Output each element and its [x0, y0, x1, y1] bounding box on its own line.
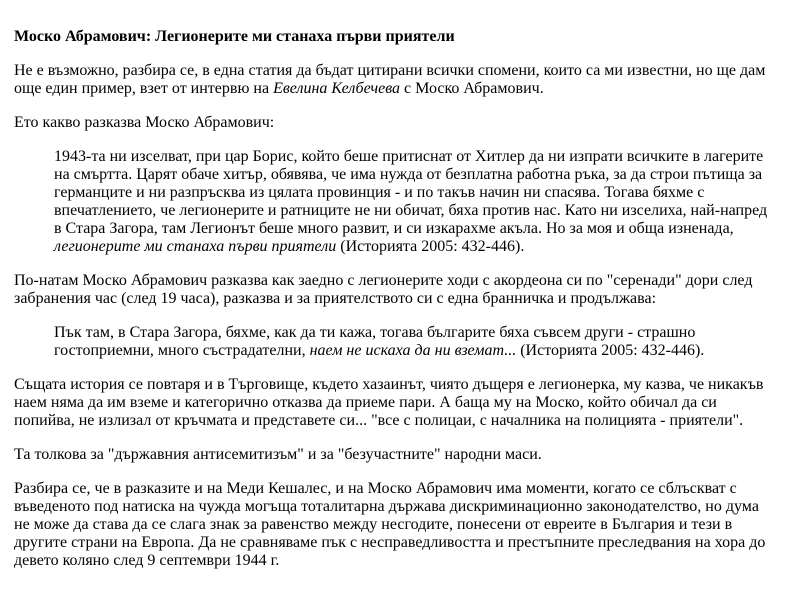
second-quote — [54, 324, 774, 360]
second-quote-text: Пък там, в Стара Загора, бяхме, как да ти кажа, тогава българите бяха съвсем други - страшно гостоприемни, много състрадателни, — [54, 324, 696, 359]
second-quote-citation: (Историята 2005: 432-446). — [516, 342, 705, 359]
interviewer-name: Евелина Келбечева — [273, 80, 401, 97]
quote-intro-paragraph: Ето какво разказва Моско Абрамович: — [14, 114, 275, 131]
intro-paragraph — [14, 62, 774, 98]
section-heading: Моско Абрамович: Легионерите ми станаха първи приятели — [14, 28, 455, 45]
targovishte-paragraph: Същата история се повтаря и в Търговище, където хазаинът, чиято дъщеря е легионерка, му казва, че никакъв наем няма да им вземе и категорично отказва да приеме пари. А баща му на Моско, който обичал да си попийва, не излизал от кръчмата и представете си... "все с полицаи, с началника на полицията - приятели". — [14, 376, 764, 429]
first-quote-text: 1943-та ни изселват, при цар Борис, който беше притиснат от Хитлер да ни изпрати всичките в лагерите на смъртта. Царят обаче хитър, обявява, че има нужда от безплатна работна ръка, за да строи пътища за германците и ни разпръсква из цялата провинция - и по такъв начин ни спасява. Тогава бяхме с впечатлението, че легионерите и ратниците не ни обичат, бяха против нас. Като ни изселиха, най-напред в Стара Загора, там Легионът беше много развит, и си изкарахме акъла. Но за моя и обща изненада, — [54, 148, 768, 237]
first-quote-citation: (Историята 2005: 432-446). — [336, 238, 525, 255]
intro-text: Не е възможно, разбира се, в една статия да бъдат цитирани всички спомени, които са ми известни, но ще дам още един пример, взет от интервю на — [14, 62, 766, 97]
first-quote-emphasis: легионерите ми станаха първи приятели — [54, 238, 337, 255]
antisemitism-paragraph: Та толкова за "държавния антисемитизъм" и за "безучастните" народни маси. — [14, 446, 542, 463]
first-quote — [54, 148, 774, 256]
conclusion-paragraph: Разбира се, че в разказите и на Меди Кешалес, и на Моско Абрамович има моменти, когато се сблъскват с въведеното под натиска на чужда могъща тоталитарна държава дискриминационно законодателство, но дума не може да става да се слага знак за равенство между несгодите, понесени от евреите в България и тези в другите страни на Европа. Да не сравняваме пък с несправедливостта и престъпните преследвания на хора до девето коляно след 9 септември 1944 г. — [14, 480, 766, 569]
continuation-paragraph: По-натам Моско Абрамович разказва как заедно с легионерите ходи с акордеона си по "серенади" дори след забранения час (след 19 часа), разказва и за приятелството си с една бранничка и продължава: — [14, 272, 753, 307]
intro-text-end: с Моско Абрамович. — [400, 80, 544, 97]
second-quote-emphasis: наем не искаха да ни вземат... — [309, 342, 517, 359]
